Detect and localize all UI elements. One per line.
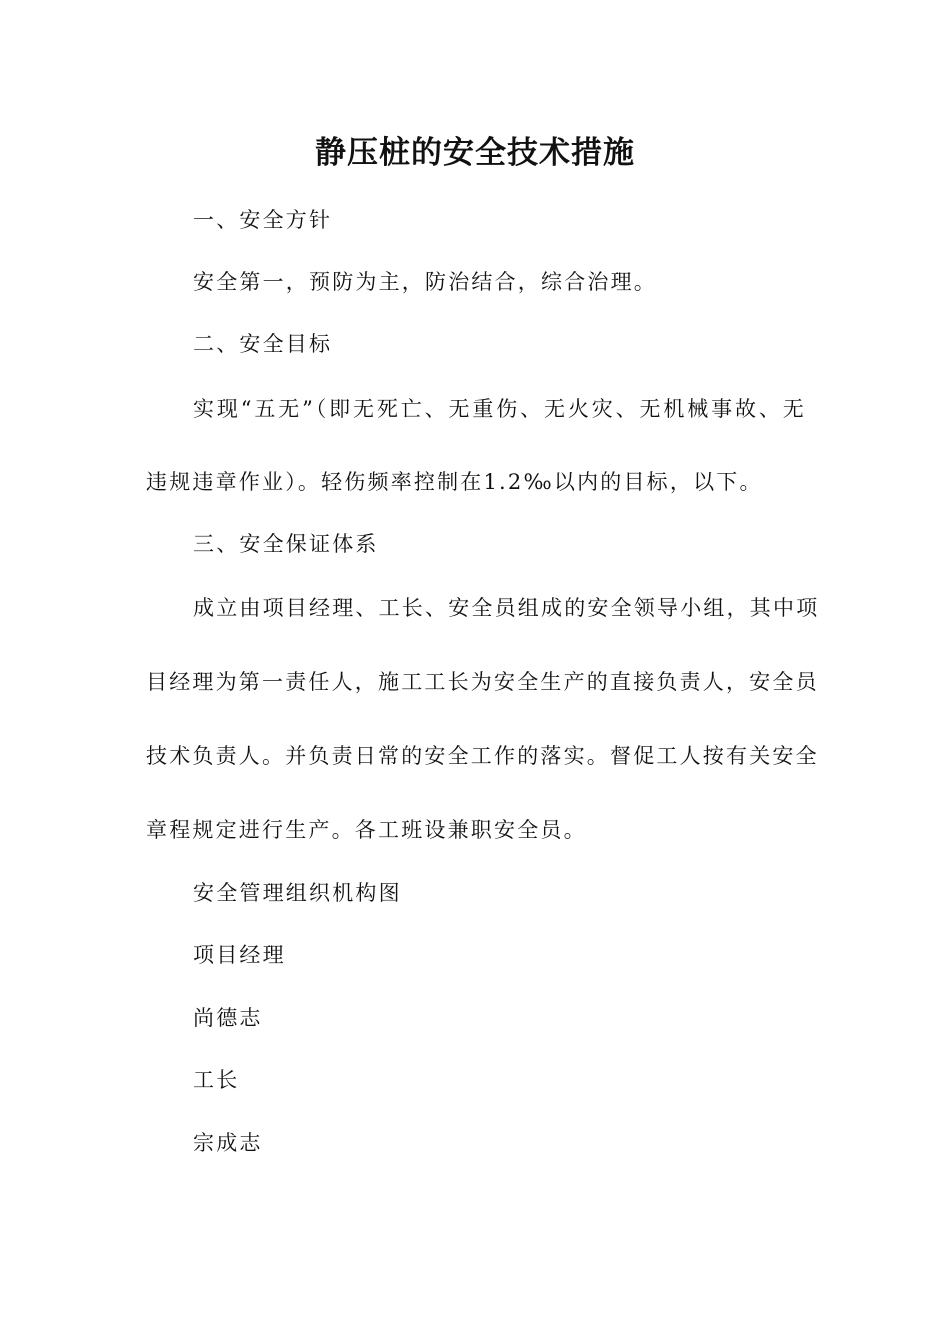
org-person-foreman: 宗成志 bbox=[193, 1131, 263, 1155]
paragraph-safety-system-line-2: 目经理为第一责任人，施工工长为安全生产的直接负责人，安全员 bbox=[146, 670, 819, 694]
section-heading-safety-goals: 二、安全目标 bbox=[193, 332, 333, 356]
section-heading-safety-system: 三、安全保证体系 bbox=[193, 532, 379, 556]
paragraph-safety-policy: 安全第一，预防为主，防治结合，综合治理。 bbox=[193, 270, 657, 294]
paragraph-safety-system-line-1: 成立由项目经理、工长、安全员组成的安全领导小组，其中项 bbox=[193, 596, 820, 620]
paragraph-safety-goals-line-2: 违规违章作业）。轻伤频率控制在1.2‰以内的目标，以下。 bbox=[146, 470, 763, 494]
paragraph-safety-goals-line-1: 实现“五无”（即无死亡、无重伤、无火灾、无机械事故、无 bbox=[193, 397, 806, 421]
org-person-project-manager: 尚德志 bbox=[193, 1006, 263, 1030]
document-title: 静压桩的安全技术措施 bbox=[315, 135, 635, 171]
paragraph-safety-system-line-4: 章程规定进行生产。各工班设兼职安全员。 bbox=[146, 818, 587, 842]
org-role-foreman: 工长 bbox=[193, 1068, 240, 1092]
org-chart-heading: 安全管理组织机构图 bbox=[193, 881, 402, 905]
section-heading-safety-policy: 一、安全方针 bbox=[193, 208, 333, 232]
org-role-project-manager: 项目经理 bbox=[193, 943, 286, 967]
paragraph-safety-system-line-3: 技术负责人。并负责日常的安全工作的落实。督促工人按有关安全 bbox=[146, 744, 819, 768]
